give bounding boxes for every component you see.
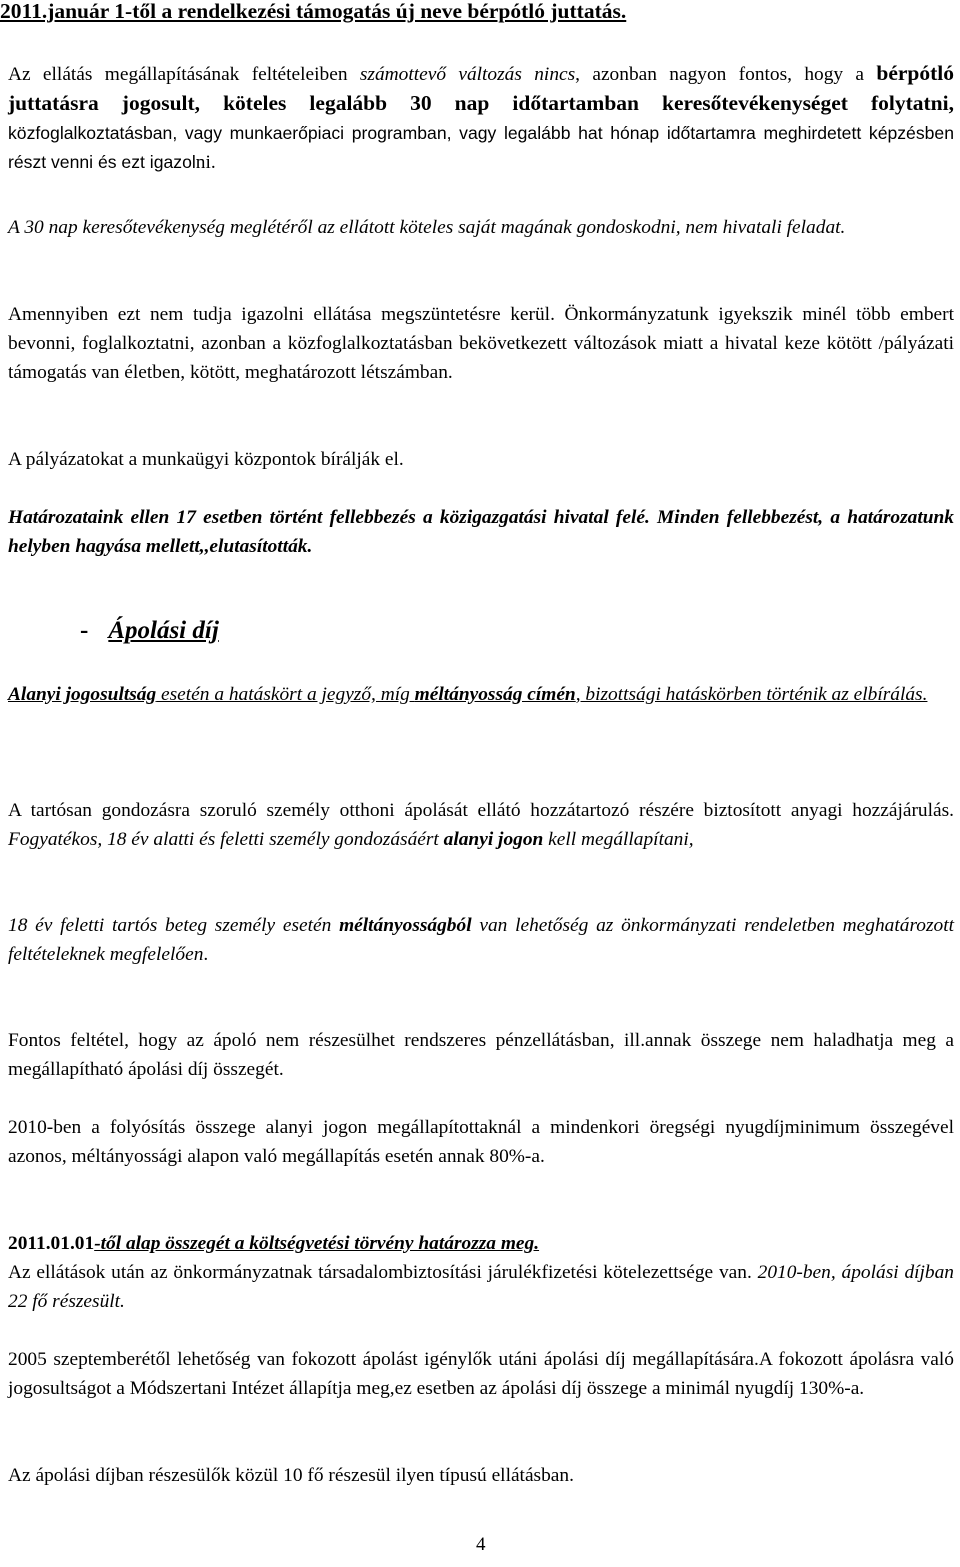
- p1-text-5: közfoglalkoztatásban, vagy munkaerőpiaci programban, vagy legalább hat hónap időtartamra meghirdetett képzésben részt venni és ezt igazol: [8, 123, 954, 172]
- p11-text-1: 2011.01.01: [8, 1233, 95, 1254]
- heading-dash: -: [80, 617, 89, 644]
- p7-text-3: alanyi jogon: [443, 829, 544, 850]
- subsection-heading: [80, 617, 219, 645]
- p6-text-1: Alanyi jogosultság: [8, 684, 157, 705]
- p8-text-4: .: [203, 944, 209, 965]
- paragraph-equity: [8, 911, 954, 969]
- heading-text: Ápolási díj: [108, 617, 219, 644]
- p6-text-4: , bizottsági hatáskörben történik az elbírálás.: [575, 684, 928, 705]
- paragraph-appeals: Határozataink ellen 17 esetben történt fellebbezés a közigazgatási hivatal felé. Minden fellebbezést, a határozatunk helyben hagyása mellett,,elutasították.: [8, 507, 954, 557]
- paragraph-termination: Amennyiben ezt nem tudja igazolni ellátása megszüntetésre kerül. Önkormányzatunk igyekszik minél több embert bevonni, foglalkoztatni, azonban a közfoglalkoztatásban bekövetkezett változások miatt a hivatal keze kötött /pályázati támogatás van életben, kötött, meghatározott létszámban.: [8, 304, 954, 383]
- p7-text-2: Fogyatékos, 18 év alatti és feletti személy gondozásáért: [8, 829, 444, 850]
- p6-text-3: méltányosság címén: [414, 684, 576, 705]
- paragraph-2011-rules: [8, 1229, 954, 1316]
- paragraph-condition: Fontos feltétel, hogy az ápoló nem részesülhet rendszeres pénzellátásban, ill.annak összege nem haladhatja meg a megállapítható ápolási díj összegét.: [8, 1030, 954, 1080]
- p6-text-2: esetén a hatáskört a jegyző, míg: [156, 684, 415, 705]
- p11-text-4: 2010-ben, ápolási díjban 22 fő részesült.: [8, 1262, 955, 1312]
- p1-text-4: bérpótló juttatásra jogosult, köteles legalább 30 nap időtartamban keresőtevékenységet folytatni,: [8, 61, 954, 115]
- paragraph-authority: [8, 680, 954, 709]
- paragraph-obligation: A 30 nap keresőtevékenység meglétéről az ellátott köteles saját magának gondoskodni, nem hivatali feladat.: [8, 217, 846, 238]
- p1-text-6: ni.: [195, 152, 216, 173]
- p8-text-3: van lehetőség az önkormányzati rendeletben meghatározott feltételeknek megfelelően: [8, 915, 954, 965]
- p11-text-3: Az ellátások után az önkormányzatnak társadalombiztosítási járulékfizetési kötelezettsége van.: [8, 1262, 758, 1283]
- p8-text-2: méltányosságból: [339, 915, 472, 936]
- paragraph-applications: A pályázatokat a munkaügyi központok bírálják el.: [8, 449, 404, 470]
- page-number: 4: [476, 1534, 486, 1555]
- section-title: 2011.január 1-től a rendelkezési támogatás új neve bérpótló juttatás.: [0, 0, 627, 23]
- p1-text-3: , azonban nagyon fontos, hogy a: [575, 64, 877, 85]
- paragraph-enhanced-care: 2005 szeptemberétől lehetőség van fokozott ápolást igénylők utáni ápolási díj megállapítására.A fokozott ápolásra való jogosultságot a Módszertani Intézet állapítja meg,ez esetben az ápolási díj összege a minimál nyugdíj 130%-a.: [8, 1349, 954, 1399]
- paragraph-eligibility: [8, 59, 954, 177]
- p7-text-1: A tartósan gondozásra szoruló személy otthoni ápolását ellátó hozzátartozó részére biztosított anyagi hozzájárulás.: [8, 800, 954, 821]
- p11-text-2: -től alap összegét a költségvetési törvény határozza meg.: [94, 1233, 540, 1254]
- paragraph-2010-amount: 2010-ben a folyósítás összege alanyi jogon megállapítottaknál a mindenkori öregségi nyugdíjminimum összegével azonos, méltányossági alapon való megállapítás esetén annak 80%-a.: [8, 1117, 954, 1167]
- p7-text-4: kell megállapítani,: [543, 829, 694, 850]
- paragraph-definition: [8, 796, 954, 854]
- p8-text-1: 18 év feletti tartós beteg személy esetén: [8, 915, 340, 936]
- paragraph-enhanced-count: Az ápolási díjban részesülők közül 10 fő részesül ilyen típusú ellátásban.: [8, 1465, 574, 1486]
- p1-text-1: Az ellátás megállapításának feltételeiben: [8, 64, 360, 85]
- p1-text-2: számottevő változás nincs: [359, 64, 576, 85]
